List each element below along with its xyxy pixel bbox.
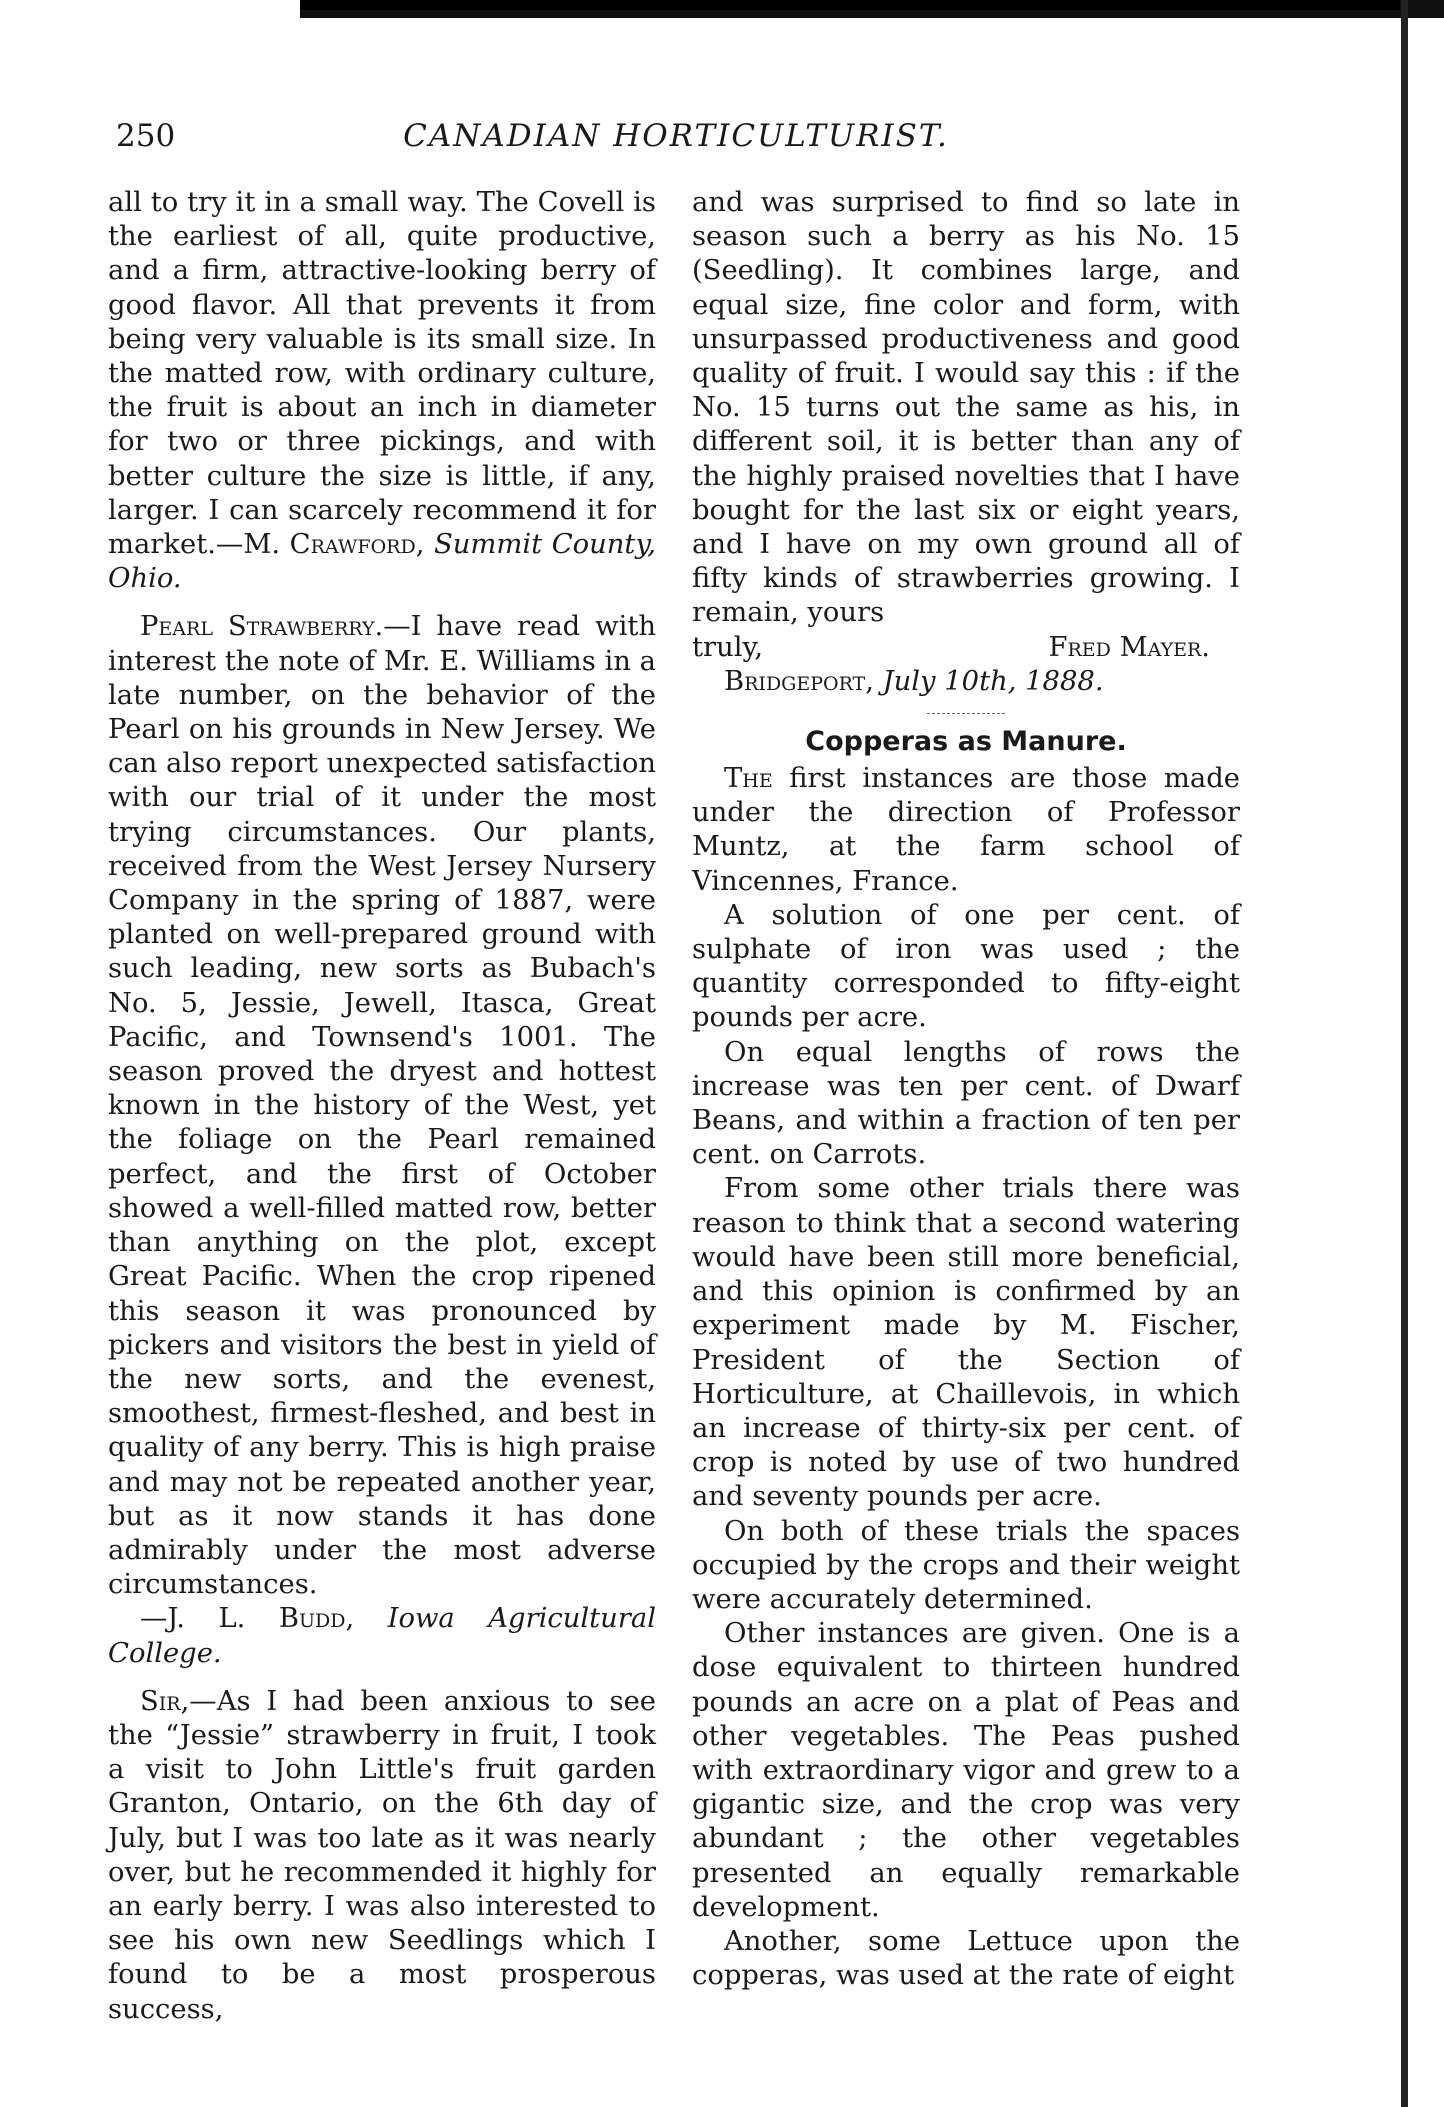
pearl-place: Iowa Agricultural College. <box>108 1603 656 1669</box>
letter-dateline <box>692 665 1240 699</box>
copperas-paragraph-6: Other instances are given. One is a dose equivalent to thirteen hundred pounds an acre on a plat of Peas and other vegetables. The Peas pushed with extraordinary vigor and grew to a gigantic size, and the crop was very abundant ; the other vegetables presented an equally remarkable development. <box>692 1618 1240 1923</box>
letter-date: July 10th, 1888. <box>882 665 1104 697</box>
scan-edge-right <box>1401 0 1408 2107</box>
covell-body: all to try it in a small way. The Covell is the earliest of all, quite productive, and a firm, attractive-looking berry of good flavor. All that prevents it from being very valuable is its small size. In the matted row, with ordinary culture, the fruit is about an inch in diameter for two or three pickings, and with better culture the size is little, if any, larger. I can scarcely recommend it for market.— <box>108 187 656 561</box>
copperas-lead-word: The <box>724 763 773 795</box>
copperas-paragraph-4: From some other trials there was reason to think that a second watering would have been still more beneficial, and this opinion is confirmed by an experiment made by M. Fischer, President of the Section of Horticulture, at Chaillevois, in which an increase of thirty-six per cent. of crop is noted by use of two hundred and seventy pounds per acre. <box>692 1173 1240 1513</box>
copperas-heading: Copperas as Manure. <box>805 726 1127 758</box>
page-number: 250 <box>116 118 176 154</box>
pearl-body: I have read with interest the note of Mr. E. Williams in a late number, on the behavior of the Pearl on his grounds in New Jersey. We can also report unexpected satisfaction with our trial of it under the most trying circumstances. Our plants, received from the West Jersey Nursery Company in the spring of 1887, were planted on well-prepared ground with such leading, new sorts as Bubach's No. 5, Jessie, Jewell, Itasca, Great Pacific, and Townsend's 1001. The season proved the dryest and hottest known in the history of the West, yet the foliage on the Pearl remained perfect, and the first of October showed a well-filled matted row, better than anything on the plot, except Great Pacific. When the crop ripened this season it was pronounced by pickers and visitors the best in yield of the new sorts, and the evenest, smoothest, firmest-fleshed, and best in quality of any berry. This is high praise and may not be repeated another year, but as it now stands it has done admirably under the most adverse circumstances. <box>108 611 656 1601</box>
pearl-paragraph <box>108 610 656 1602</box>
running-title: CANADIAN HORTICULTURIST. <box>403 118 949 154</box>
copperas-paragraph-7: Another, some Lettuce upon the copperas, was used at the rate of eight <box>692 1925 1240 1992</box>
jessie-letter-continued <box>692 186 1240 631</box>
left-column <box>108 186 656 2027</box>
jessie-letter-paragraph <box>108 1685 656 2027</box>
section-divider <box>927 713 1005 714</box>
covell-paragraph: all to try it in a small way. The Covell is the earliest of all, quite productive, and a firm, attractive-looking berry of good flavor. All that prevents it from being very valuable is its small size. In the matted row, with ordinary culture, the fruit is about an inch in diameter for two or three pickings, and with better culture the size is little, if any, larger. I can scarcely recommend it for market.—M. Crawford, Summit County, Ohio. <box>108 187 656 595</box>
right-column <box>692 186 1240 1993</box>
pearl-signoff: —J. L. Budd, Iowa Agricultural College. <box>108 1603 656 1669</box>
letter-place: Bridgeport, <box>724 665 874 697</box>
scan-edge-top-wedge <box>300 0 1400 10</box>
jessie-salutation: Sir,— <box>140 1685 217 1717</box>
covell-place: Summit County, Ohio. <box>108 529 656 595</box>
copperas-paragraph-3: On equal lengths of rows the increase was ten per cent. of Dwarf Beans, and within a fraction of ten per cent. on Carrots. <box>692 1036 1240 1171</box>
copperas-paragraph-1: The first instances are those made under the direction of Professor Muntz, at the farm school of Vincennes, France. <box>692 763 1240 897</box>
pearl-author: J. L. Budd, <box>167 1603 355 1635</box>
jessie-cont-body: and was surprised to find so late in season such a berry as his No. 15 (Seedling). It combines large, and equal size, fine color and form, with unsurpassed productiveness and good quality of fruit. I would say this : if the No. 15 turns out the same as his, in different soil, it is better than any of the highly praised novelties that I have bought for the last six or eight years, and I have on my own ground all of fifty kinds of strawberries growing. I remain, yours <box>692 187 1240 629</box>
page-header <box>106 118 1246 162</box>
letter-signoff <box>692 631 1240 665</box>
covell-author: M. Crawford <box>243 529 416 561</box>
letter-signature: Fred Mayer. <box>1048 631 1210 663</box>
letter-closing: truly, <box>692 631 764 663</box>
copperas-paragraph-5: On both of these trials the spaces occupied by the crops and their weight were accurately determined. <box>692 1515 1240 1615</box>
copperas-paragraph-2: A solution of one per cent. of sulphate of iron was used ; the quantity corresponded to fifty-eight pounds per acre. <box>692 899 1240 1034</box>
jessie-body: As I had been anxious to see the “Jessie” strawberry in fruit, I took a visit to John Little's fruit garden Granton, Ontario, on the 6th day of July, but I was too late as it was nearly over, but he recommended it highly for an early berry. I was also interested to see his own new Seedlings which I found to be a most prosperous success, <box>108 1685 656 2025</box>
pearl-heading: Pearl Strawberry.— <box>140 611 411 643</box>
